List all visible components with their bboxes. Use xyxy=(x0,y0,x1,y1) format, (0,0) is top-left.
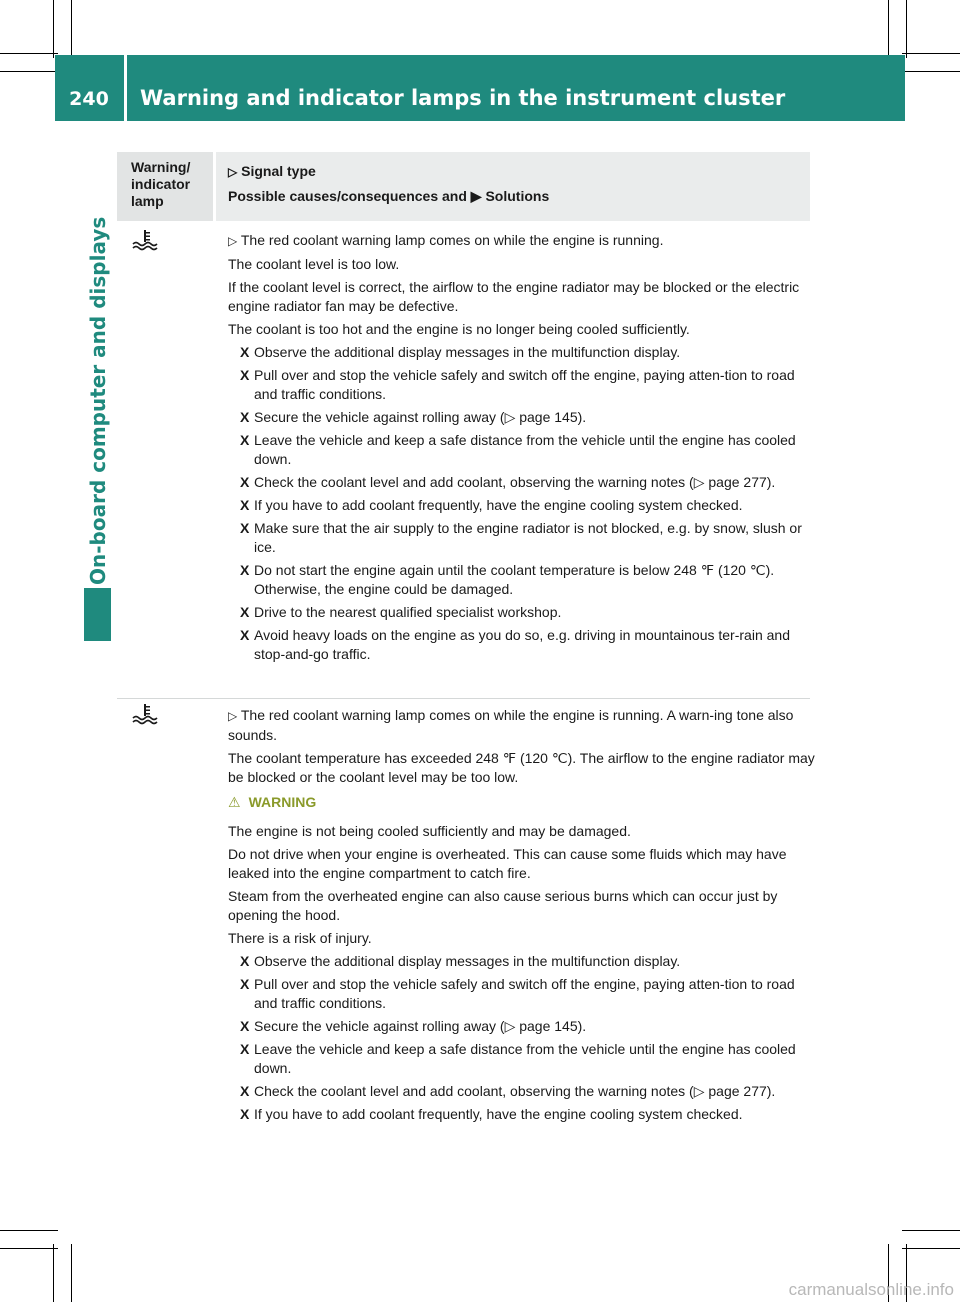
warning-heading xyxy=(228,793,818,812)
list-item-text: Avoid heavy loads on the engine as you do so, e.g. driving in mountainous ter-rain and stop-and-go traffic. xyxy=(254,627,790,662)
warning-text: There is a risk of injury. xyxy=(228,930,372,946)
list-item-text: Pull over and stop the vehicle safely and switch off the engine, paying atten-tion to road and traffic conditions. xyxy=(254,367,795,402)
list-item xyxy=(228,431,818,469)
row2-signal: The red coolant warning lamp comes on while the engine is running. A warn-ing tone also sounds. xyxy=(228,707,794,743)
warning-label: WARNING xyxy=(248,794,317,810)
action-arrow-icon: X xyxy=(240,1018,250,1034)
crop-mark xyxy=(71,1244,72,1302)
list-item-text: Secure the vehicle against rolling away (▷ page 145). xyxy=(254,1018,587,1034)
action-arrow-icon: X xyxy=(240,432,250,448)
signal-type-label: Signal type xyxy=(241,163,316,179)
list-item xyxy=(228,496,818,515)
list-item xyxy=(228,1040,818,1078)
list-item xyxy=(228,975,818,1013)
row2-content xyxy=(228,706,818,1128)
list-item xyxy=(228,626,818,664)
list-item xyxy=(228,952,818,971)
action-arrow-icon: X xyxy=(240,953,250,969)
list-item-text: Secure the vehicle against rolling away (▷ page 145). xyxy=(254,409,587,425)
crop-mark xyxy=(902,1248,960,1249)
action-arrow-icon: X xyxy=(240,409,250,425)
header-col1-line: lamp xyxy=(131,193,164,209)
header-separator xyxy=(124,55,127,121)
action-arrow-icon: X xyxy=(240,604,250,620)
warning-triangle-icon: ⚠ xyxy=(228,794,241,810)
signal-triangle-icon: ▷ xyxy=(228,165,238,179)
list-item xyxy=(228,561,818,599)
row1-cause: If the coolant level is correct, the airflow to the engine radiator may be blocked or the electric engine radiator fan may be defective. xyxy=(228,279,800,314)
action-arrow-icon: X xyxy=(240,1106,250,1122)
crop-mark xyxy=(0,71,58,72)
crop-mark xyxy=(53,1244,54,1302)
crop-mark xyxy=(0,1230,58,1231)
list-item xyxy=(228,473,818,492)
list-item-text: Check the coolant level and add coolant, observing the warning notes (▷ page 277). xyxy=(254,1083,776,1099)
signal-triangle-icon: ▷ xyxy=(228,709,238,723)
list-item-text: Leave the vehicle and keep a safe distance from the vehicle until the engine has cooled down. xyxy=(254,432,796,467)
list-item-text: Do not start the engine again until the coolant temperature is below 248 ℉ (120 ℃). Otherwise, the engine could be damaged. xyxy=(254,562,775,597)
list-item-text: Leave the vehicle and keep a safe distance from the vehicle until the engine has cooled down. xyxy=(254,1041,796,1076)
list-item-text: Drive to the nearest qualified specialist workshop. xyxy=(254,604,562,620)
row2-cause: The coolant temperature has exceeded 248 ℉ (120 ℃). The airflow to the engine radiator may be blocked or the coolant level may be too low. xyxy=(228,750,815,785)
action-arrow-icon: X xyxy=(240,497,250,513)
table-header-signal-cell xyxy=(216,152,810,221)
crop-mark xyxy=(53,0,54,58)
side-tab-block xyxy=(84,588,111,641)
list-item-text: If you have to add coolant frequently, have the engine cooling system checked. xyxy=(254,1106,743,1122)
list-item-text: Make sure that the air supply to the engine radiator is not blocked, e.g. by snow, slush or ice. xyxy=(254,520,802,555)
side-tab-label: On-board computer and displays xyxy=(86,216,110,585)
crop-mark xyxy=(902,1230,960,1231)
action-arrow-icon: X xyxy=(240,474,250,490)
action-arrow-icon: X xyxy=(240,627,250,643)
action-arrow-icon: X xyxy=(240,562,250,578)
coolant-temperature-icon xyxy=(131,229,159,251)
coolant-temperature-icon xyxy=(131,703,159,725)
action-arrow-icon: X xyxy=(240,344,250,360)
row1-cause: The coolant is too hot and the engine is no longer being cooled sufficiently. xyxy=(228,321,690,337)
crop-mark xyxy=(0,1248,58,1249)
list-item xyxy=(228,366,818,404)
list-item-text: Pull over and stop the vehicle safely and switch off the engine, paying atten-tion to road and traffic conditions. xyxy=(254,976,795,1011)
solutions-label: Solutions xyxy=(485,188,550,204)
watermark: carmanualsonline.info xyxy=(788,1280,954,1299)
header-col1-line: indicator xyxy=(131,176,191,192)
causes-label: Possible causes/consequences and xyxy=(228,188,467,204)
page-number: 240 xyxy=(69,88,109,110)
signal-triangle-icon: ▷ xyxy=(228,234,238,248)
list-item-text: Observe the additional display messages in the multifunction display. xyxy=(254,953,681,969)
list-item xyxy=(228,1105,818,1124)
header-col1-line: Warning/ xyxy=(131,159,191,175)
crop-mark xyxy=(906,0,907,58)
row1-cause: The coolant level is too low. xyxy=(228,256,400,272)
row1-content xyxy=(228,231,818,668)
table-header-lamp-cell xyxy=(117,152,213,221)
list-item-text: If you have to add coolant frequently, have the engine cooling system checked. xyxy=(254,497,743,513)
action-arrow-icon: X xyxy=(240,520,250,536)
list-item xyxy=(228,408,818,427)
list-item xyxy=(228,1082,818,1101)
list-item xyxy=(228,1017,818,1036)
crop-mark xyxy=(902,53,960,54)
warning-text: The engine is not being cooled sufficiently and may be damaged. xyxy=(228,823,631,839)
action-arrow-icon: X xyxy=(240,1083,250,1099)
crop-mark xyxy=(888,0,889,58)
warning-text: Steam from the overheated engine can also cause serious burns which can occur just by opening the hood. xyxy=(228,888,778,923)
crop-mark xyxy=(902,71,960,72)
page-title: Warning and indicator lamps in the instrument cluster xyxy=(140,86,786,110)
warning-text: Do not drive when your engine is overheated. This can cause some fluids which may have leaked into the engine compartment to catch fire. xyxy=(228,846,787,881)
list-item-text: Check the coolant level and add coolant, observing the warning notes (▷ page 277). xyxy=(254,474,776,490)
action-arrow-icon: X xyxy=(240,1041,250,1057)
list-item xyxy=(228,519,818,557)
list-item xyxy=(228,603,818,622)
row-divider xyxy=(117,698,810,699)
row1-signal: The red coolant warning lamp comes on while the engine is running. xyxy=(240,232,664,248)
list-item-text: Observe the additional display messages in the multifunction display. xyxy=(254,344,681,360)
solutions-arrow-icon: ▶ xyxy=(470,188,482,204)
crop-mark xyxy=(0,53,58,54)
crop-mark xyxy=(71,0,72,58)
list-item xyxy=(228,343,818,362)
action-arrow-icon: X xyxy=(240,976,250,992)
action-arrow-icon: X xyxy=(240,367,250,383)
